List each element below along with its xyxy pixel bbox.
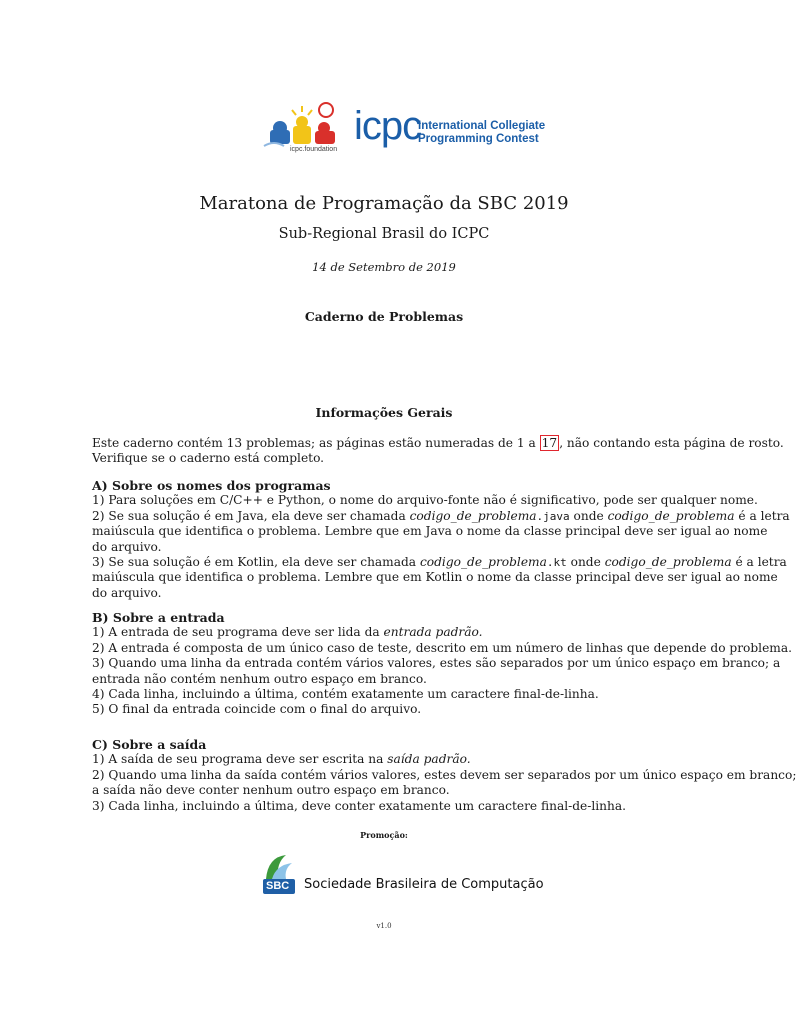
- section-b-item-1: 1) A entrada de seu programa deve ser lida da entrada padrão.: [92, 625, 483, 640]
- contest-date: 14 de Setembro de 2019: [312, 260, 456, 274]
- intro-paragraph: [92, 436, 784, 467]
- section-b: [92, 610, 792, 718]
- icpc-wordmark: icpc: [354, 104, 422, 148]
- document-type: Caderno de Problemas: [304, 309, 464, 324]
- section-c-item-1: 1) A saída de seu programa deve ser escrita na saída padrão.: [92, 752, 471, 767]
- sbc-emblem-text: SBC: [266, 880, 290, 892]
- section-a-item-2-cont: maiúscula que identifica o problema. Lembre que em Java o nome da classe principal deve ser igual ao nome: [92, 524, 768, 539]
- section-a-item-2-end: do arquivo.: [92, 539, 162, 554]
- foundation-label: icpc.foundation: [290, 146, 338, 153]
- info-heading: Informações Gerais: [315, 405, 453, 420]
- section-c-heading: C) Sobre a saída: [92, 737, 207, 752]
- section-c: [92, 737, 796, 814]
- page-title: Maratona de Programação da SBC 2019: [199, 193, 569, 214]
- section-c-item-2-cont: a saída não deve conter nenhum outro espaço em branco.: [92, 783, 450, 798]
- page-subtitle: Sub-Regional Brasil do ICPC: [278, 226, 490, 242]
- section-c-item-2: 2) Quando uma linha da saída contém vários valores, estes devem ser separados por um único espaço em branco;: [92, 767, 796, 782]
- section-b-item-5: 5) O final da entrada coincide com o final do arquivo.: [92, 702, 422, 717]
- sbc-name: Sociedade Brasileira de Computação: [304, 877, 544, 892]
- section-a-item-2: 2) Se sua solução é em Java, ela deve ser chamada codigo_de_problema.java onde codigo_de_problema é a letra: [92, 508, 790, 523]
- section-b-item-2: 2) A entrada é composta de um único caso de teste, descrito em um número de linhas que depende do problema.: [92, 640, 792, 655]
- icpc-fullname-line2: Programming Contest: [418, 133, 539, 145]
- page-count-link[interactable]: 17: [541, 436, 558, 450]
- section-a-item-3-end: do arquivo.: [92, 585, 162, 600]
- section-b-item-3: 3) Quando uma linha da entrada contém vários valores, estes são separados por um único espaço em branco; a: [92, 656, 781, 671]
- section-b-item-3-cont: entrada não contém nenhum outro espaço em branco.: [92, 671, 427, 686]
- version-label: v1.0: [376, 922, 392, 930]
- icpc-logo: [258, 100, 548, 158]
- section-a-heading: A) Sobre os nomes dos programas: [92, 478, 331, 493]
- section-a-item-3-cont: maiúscula que identifica o problema. Lembre que em Kotlin o nome da classe principal deve ser igual ao nome: [92, 570, 778, 585]
- section-a-item-1: 1) Para soluções em C/C++ e Python, o nome do arquivo-fonte não é significativo, pode ser qualquer nome.: [92, 493, 758, 508]
- sbc-logo: [262, 853, 544, 895]
- icpc-fullname: [418, 120, 545, 146]
- section-a-item-3: 3) Se sua solução é em Kotlin, ela deve ser chamada codigo_de_problema.kt onde codigo_de_problema é a letra: [92, 555, 787, 570]
- section-a: [92, 478, 790, 601]
- icpc-fullname-line1: International Collegiate: [418, 120, 546, 132]
- section-b-item-4: 4) Cada linha, incluindo a última, contém exatamente um caractere final-de-linha.: [92, 687, 599, 702]
- promo-label: Promoção:: [360, 830, 408, 840]
- intro-line-1: Este caderno contém 13 problemas; as páginas estão numeradas de 1 a 17 , não contando esta página de rosto.: [92, 436, 784, 450]
- section-c-item-3: 3) Cada linha, incluindo a última, deve conter exatamente um caractere final-de-linha.: [92, 798, 627, 813]
- intro-line-2: Verifique se o caderno está completo.: [92, 451, 325, 466]
- section-b-heading: B) Sobre a entrada: [92, 610, 225, 625]
